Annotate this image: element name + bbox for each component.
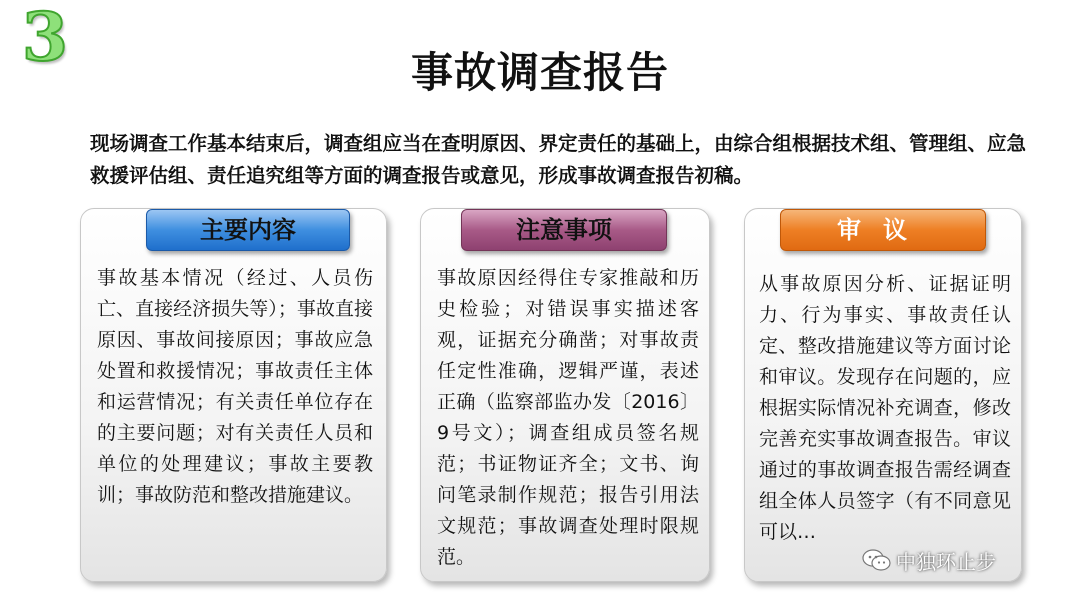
intro-paragraph: 现场调查工作基本结束后，调查组应当在查明原因、界定责任的基础上，由综合组根据技术组、管理组、应急救援评估组、责任追究组等方面的调查报告或意见，形成事故调查报告初稿。 xyxy=(90,132,1027,187)
notes-body: 事故原因经得住专家推敲和历史检验；对错误事实描述客观，证据充分确凿；对事故责任定性准确，逻辑严谨，表述正确（监察部监办发〔2016〕9号文）；调查组成员签名规范；书证物证齐全；文书、询问笔录制作规范；报告引用法文规范；事故调查处理时限规范。 xyxy=(437,267,699,568)
wechat-icon xyxy=(862,548,892,574)
watermark-text: 中独环止步 xyxy=(896,550,996,574)
notes-card xyxy=(420,208,710,582)
section-number: 3 xyxy=(22,0,68,76)
notes-header: 注意事项 xyxy=(461,209,667,251)
review-body: 从事故原因分析、证据证明力、行为事实、事故责任认定、整改措施建议等方面讨论和审议。发现存在问题的，应根据实际情况补充调查，修改完善充实事故调查报告。审议通过的事故调查报告需经调查组全体人员签字（有不同意见可以… xyxy=(759,273,1011,543)
watermark xyxy=(862,546,996,575)
review-card xyxy=(744,208,1022,582)
main-content-card xyxy=(80,208,387,582)
review-header: 审议 xyxy=(780,209,986,251)
main-content-body: 事故基本情况（经过、人员伤亡、直接经济损失等）；事故直接原因、事故间接原因；事故应急处置和救援情况；事故责任主体和运营情况；有关责任单位存在的主要问题；对有关责任人员和单位的处理建议；事故主要教训；事故防范和整改措施建议。 xyxy=(97,267,373,506)
main-content-header: 主要内容 xyxy=(146,209,350,251)
page-title: 事故调查报告 xyxy=(410,48,669,97)
